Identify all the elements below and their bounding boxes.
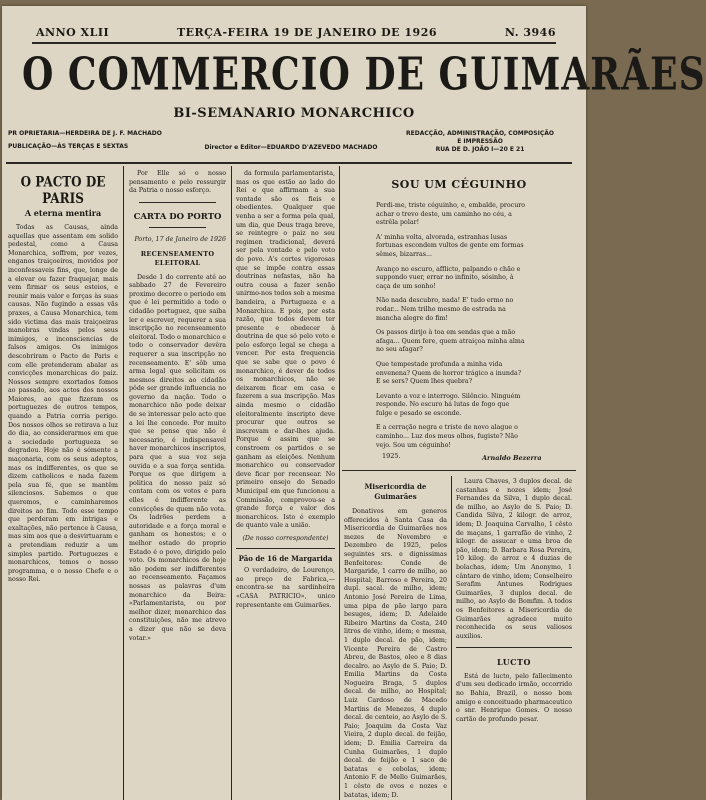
- lucto-title: LUCTO: [497, 657, 531, 668]
- column-separator: [123, 166, 124, 800]
- article-body: Desde 1 do corrente até ao sabbado 27 de Fevereiro proximo decorre o periodo em que é lei permitido a todo o cidadão portuguez, que saiba ler e escrever, requerer a sua inscripção no recenseamento eleitoral. Todo o monarchico e todo o conservador devêra requerer a sua inscripção no recenseamento. E' sôb uma arma legal que solicitam os mesmos direitos ao cidadão pôde ser grande influencia no governo da nação. Todo o monarchico não pode deixar de se interessar pelo acto que a lei lhe concede. Por muito que se pense que não é necessario, é indispensavel haver monarchicos inscriptos, para que a sua voz seja ouvida e a sua força sentida. Porque os que dirigem a politica do nosso paiz só contam com os votos e para elles é indifferente as convicções de quem não vota. Os ladrões perdem a autoridade e a força moral e ganham os honestos; e o melhor estado do proprio Estado é o povo, dirigido pelo voto. Os monarchicos de hoje não podem ser indifferentes ao recenseamento. Façamos nossas as palavras d'um monarchico da Beira: «Parlamentarista, ou por melhor dizer, monarchico das constituições, não me atrevo a dizer que não se deva votar.»: [129, 273, 226, 642]
- divider: [456, 647, 572, 648]
- newspaper-page: [2, 6, 706, 800]
- column-separator: [339, 166, 340, 800]
- poem-stanza: Perdi-me, triste céguinho, e, embalde, procuro achar o trevo deste, um caminho no céu, a estrêla polar!: [376, 202, 526, 227]
- issue-number: N. 3946: [504, 26, 556, 39]
- section-body: Donativos em generos offerecidos à Santa Casa da Misericordia de Guimarães nos mezes de Novembro e Dezembro de 1925, pelos seguintes srs. e dignissimas Benfeitores: Conde de Margaride, 1 carro de milho, ao Hospital; Barroso e Pereira, 20 dupl. sacal. de milho, idem; Antonio José Pereira de Lima, uma pipa de pão largo para besuges, idem; D. Adelaide Ribeiro Martins da Costa, 240 litros de vinho, idem; e mesma, 1 duplo decal. de pão, idem; Vicente Pereira de Castro Abreu, de Bastos, oleo e 8 dias decalro. ao Asylo de S. Paio; D. Emilia Martins da Costa Nogueira Braga, 5 duplos decal. de milho, ao Hospital; Luiz Cardoso de Macedo Martins de Menezes, 4 duplo decal. de centeio, ao Asylo de S. Paio; Joaquim da Costa Vaz Vieira, 2 duplo decal. de feijão, idem; D. Emilia Carreira da Cunha Guimarães, 1 duplo decal. de feijão e 1 saco de batatas e cebolas, idem; Antonio F. de Mello Guimarães, 1 cêsto de ovos e nozes e batatas, idem; D.: [344, 508, 447, 799]
- newspaper-title: O COMMERCIO DE GUIMARÃES: [22, 48, 706, 101]
- poem-stanza: A' minha volta, alvorada, estranhas lusas fortunas escondem vultos de gente em formas sêmes, bizarras...: [376, 233, 524, 258]
- header-rule-bottom: [6, 162, 572, 164]
- article-section: RECENSEAMENTO ELEITORAL: [140, 250, 215, 267]
- article-dateline: Porto, 17 de Janeiro de 1926: [134, 235, 226, 243]
- poem-title: SOU UM CÉGUINHO: [391, 178, 527, 191]
- poem-stanza: Levanto a voz e interrogo. Silêncio. Ninguém responde. No escuro há lutas de fogo que fulge e pesado se esconde.: [376, 392, 521, 417]
- article-signature: (De nosso correspondente): [242, 534, 329, 542]
- owner-info: [8, 130, 178, 151]
- article-body: da formula parlamentarista, mas os que estão ao lado do Rei e que affirmam a sua vontade são os fieis e obedientes. Qualquer que venha a ser a forma pela qual, um dia, que Deus traga breve, se reintegre o paiz no seu regimen tradicional, deverá ser pela vontade e pelo voto do povo. A's cortes vigorosas que se impõe contra essas doutrinas nefastas, não ha outra cousa a fazer senão unirmo-nos todos sob a mesma bandeira, a Portugueza e a Monarchica. E pois, por esta razão, que todos devem ter presente e obedecer à doutrina de que só pelo voto e pelo esforço legal se chega a vencer. Por esta frequencia que se sabe que o povo é monarchico, é dever de todos os monarchicos, não se deixarem ficar em casa e fazerem a sua inscripção. Mas ainda mesmo o cidadão eleitoralmente inscripto deve procurar que outros se inscrevam e dar-lhes ajuda. Porque é assim que se constroem os partidos e se ganham as eleições. Nenhum monarchico ou conservador deve ficar por recensear. No primeiro ensejo do Senado Municipal em que funcionou a Commissão, comprovou-se a grande força e valor dos monarchicos. Isto é exemplo de quanto vale a união.: [236, 170, 335, 530]
- redaction-line-2: E IMPRESSÃO: [457, 138, 503, 145]
- article-subtitle: A eterna mentira: [24, 208, 102, 218]
- article-title: CARTA DO PORTO: [133, 211, 222, 222]
- article-misericordia: [344, 478, 447, 800]
- article-title: O PACTO DE PARIS: [20, 173, 106, 207]
- article-pacto-de-paris: [8, 170, 118, 800]
- section-rule: [342, 470, 576, 471]
- header-rule-top: [32, 42, 556, 44]
- newspaper-subtitle: BI-SEMANARIO MONARCHICO: [173, 106, 415, 121]
- issue-date: TERÇA-FEIRA 19 DE JANEIRO DE 1926: [176, 26, 438, 39]
- poem-stanza: Não nada descubro, nada! E' tudo ermo no rodar... Nem trilho mesmo de estrada na mancha alegre do fim!: [376, 297, 514, 322]
- redaction-line-3: RUA DE D. JOÃO I—20 E 21: [435, 146, 525, 153]
- lucto-body: Está de lucto, pelo fallecimento d'um seu dedicado irmão, occorrido no Bahia, Brazil, o nosso bom amigo e conceituado pharmaceutico o snr. Henrique Gomes. O nosso cartão de profundo pesar.: [456, 672, 572, 723]
- article-body: Todas as Causas, ainda aquellas que assentam em solido pedestal, como a Causa Monarchica, soffrem, por vezes, enganos traiçoeiros, movidos por inconfessaveis fins, que, longe de a elevar ou fazer fraquejar, mais vem firmar os seus esteios, e reunir mais valor e forças às suas causas. Não fugindo a essas vãs praxes, a Causa Monarchica, tem sido victima das mais traiçoeiras manobras vindas pelos seus inimigos, e inconsciencias de falsos amigos. Os inimigos descobriram o Pacto de Paris e com elle pretenderam abalar as convicções monarchicas do paiz. Nossos sempre exortados fomos ao passado, aos actos dos nossos Maiores, ao que fizeram os portuguezes de outros tempos, quando a Patria corria perigo. Dos nossos olhos se retirava a luz do dia, ao considerarmos em que a sociedade portugueza se degradou. Hoje não é sómente a maçonaria, com os seus adeptos, mas os indifferentes, os que se dizem catholicos e nada fazem pela sua fé, que se mantêm silenciosos. Sabemos o que queremos, e caminharemos direitos ao fim. Todo esse tempo que perderam em intrigas e exaltações, não pertence à Causa, mas sim aos que a desvirtuaram e a pretendiam reduzir a um simples partido. Portuguezes e monarchicos, temos o nosso programma, e o nosso Chefe e o nosso Rei.: [8, 224, 118, 584]
- poem-stanza: Avanço no escuro, afflicto, palpando o chão e suppondo vuer, errar no infinito, sósinho, à caça de um sonho!: [376, 265, 521, 290]
- article-carta-do-porto: [129, 170, 226, 800]
- article-intro: Por Elle só o nosso pensamento e pelo ressurgir da Patria o nosso esforço.: [129, 170, 226, 195]
- poem-stanzas: [346, 202, 526, 450]
- article-donations-continuation: [456, 478, 572, 800]
- poem-author: Arnaldo Bezerra: [482, 454, 542, 462]
- divider: [149, 227, 206, 228]
- header-topline: [36, 26, 556, 39]
- divider: [139, 202, 216, 203]
- column-separator: [451, 476, 452, 800]
- section-title: Misericordia de Guimarães: [364, 482, 427, 501]
- poem-stanza: Que tempestade profunda a minha vida envenena? Quem de horror trágico a inunda? E se sers? Quem lhes quebra?: [376, 360, 522, 386]
- column-separator: [231, 166, 232, 800]
- divider: [236, 548, 335, 549]
- publication-line: PUBLICAÇÃO—ÀS TERÇAS E SEXTAS: [8, 143, 129, 150]
- section-body: O verdadeiro, de Lourenço, ao preço de Fabrica,—encontra-se na sardinheira «CASA PATRICIO», unico representante em Guimarães.: [236, 567, 335, 609]
- poem-stanza: E a cerração negra e triste de novo alague o caminho... Luz dos meus olhos, fugiste? Não vejo. Sou um céguinho!: [376, 424, 518, 449]
- section-title: Pão de 16 de Margarida: [238, 553, 333, 563]
- poem-sou-um-ceguinho: [346, 170, 572, 468]
- section-body: Laura Chaves, 3 duplos decal. de castanhas e nozes idem; José Fernandes da Silva, 1 duplo decal. de milho, ao Asylo de S. Paio; D. Candida Silva, 2 kilogr. de arroz, idem; D. Joaquina Carvalho, 1 cêsto de maçans, 1 garrafão de vinho, 2 kilogr. de assucar e uma broa de pão, idem; D. Barbara Rosa Pereira, 10 kilog. de arroz e 4 duzias de bolachas, idem; Um Anonymo, 1 cântaro de vinho, idem; Conselheiro Serafim Antunes Rodrigues Guimarães, 3 duplos decal. de milho, ao Asylo de Bomfim. A todos os Benfeitores a Misericordia de Guimarães agradece muito reconhecida os seus valiosos auxilios.: [456, 478, 572, 640]
- issue-year: ANNO XLII: [36, 26, 110, 39]
- director-line: Director e Editor—EDUARDO D'AZEVEDO MACHADO: [204, 144, 378, 151]
- redaction-info: [400, 130, 560, 154]
- owner-line: PR OPRIETARIA—HERDEIRA DE J. F. MACHADO: [8, 130, 162, 137]
- poem-year: 1925.: [382, 452, 401, 460]
- article-continuation: [236, 170, 335, 800]
- redaction-line-1: REDACÇÃO, ADMINISTRAÇÃO, COMPOSIÇÃO: [406, 130, 554, 137]
- poem-stanza: Os passos dirijo à toa em sendas que a mão afaga... Quem fere, quem atraiçoa minha alma no seu afagar?: [376, 329, 525, 354]
